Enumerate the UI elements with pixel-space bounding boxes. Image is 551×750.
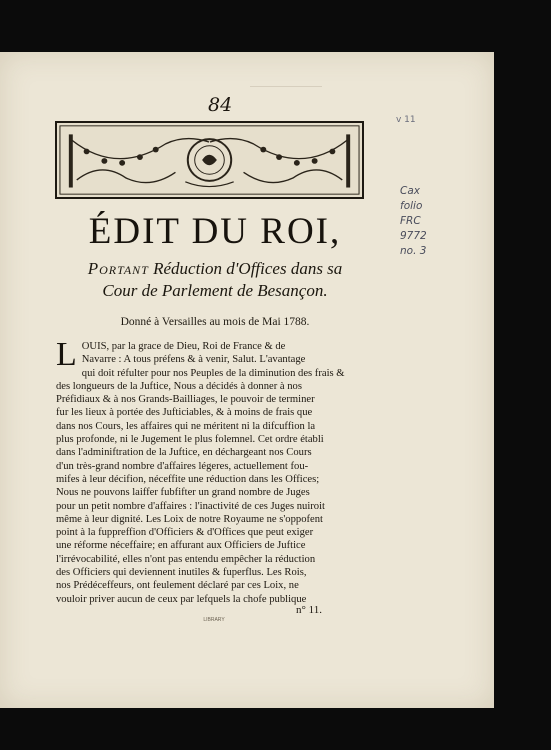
- ornamental-headpiece: [55, 121, 364, 199]
- subtitle-line-1: Réduction d'Offices dans sa: [148, 259, 343, 278]
- body-line: une réforme néceffaire; en affurant aux Officiers de Juftice: [56, 540, 306, 552]
- signature-mark: n° 11.: [296, 604, 322, 616]
- library-stamp: LIBRARY: [203, 617, 225, 623]
- margin-note: 9772: [400, 230, 427, 242]
- dateline: Donné à Versailles au mois de Mai 1788.: [120, 316, 310, 328]
- body-line: l'irrévocabilité, elles n'ont pas entendu empêcher la réduction: [56, 553, 316, 565]
- body-line: pour un petit nombre d'affaires : l'inactivité de ces Juges nuiroit: [56, 500, 325, 512]
- body-line: fur les lieux à portée des Jufticiables, & à moins de frais que: [56, 407, 313, 419]
- margin-note: FRC: [400, 215, 421, 227]
- drop-cap: L: [56, 336, 77, 373]
- handwritten-page-number: 84: [208, 94, 233, 116]
- edict-subtitle: [30, 258, 400, 302]
- body-line: point à la fuppreffion d'Officiers & d'Offices que peut exiger: [56, 527, 314, 539]
- margin-note: Cax: [400, 185, 420, 197]
- edict-body-text: [56, 336, 367, 606]
- body-line: dans l'adminiftration de la Juftice, en déchargeant nos Cours: [56, 447, 312, 459]
- margin-note: folio: [400, 200, 423, 212]
- body-line: qui doit réfulter pour nos Peuples de la diminution des frais &: [81, 367, 345, 379]
- body-line: plus profonde, ni le Jugement le plus folemnel. Cet ordre établi: [56, 434, 324, 446]
- margin-note: no. 3: [400, 245, 427, 257]
- body-line: des longueurs de la Juftice, Nous a décidés à donner à nos: [56, 380, 302, 392]
- corner-pencil-note: v 11: [396, 115, 416, 125]
- body-line: Navarre : A tous préfens & à venir, Salut. L'avantage: [81, 354, 306, 366]
- body-line: mifes à leur décifion, néceffite une réduction dans les Offices;: [56, 473, 320, 485]
- body-line: nos Prédéceffeurs, ont feulement déclaré par ces Loix, ne: [56, 580, 299, 592]
- body-line: OUIS, par la grace de Dieu, Roi de France & de: [81, 341, 286, 352]
- body-line: dans nos Cours, les affaires qui ne méritent ni la difcuffion la: [56, 420, 316, 432]
- subtitle-line-2: Cour de Parlement de Besançon.: [102, 281, 328, 300]
- faint-stamp: [250, 72, 322, 87]
- body-line: d'un très-grand nombre d'affaires légeres, actuellement fou-: [56, 460, 309, 472]
- body-line: Nous ne pouvons laiffer fubfifter un grand nombre de Juges: [56, 487, 310, 499]
- garland-ornament-icon: [57, 123, 362, 197]
- body-line: vouloir priver aucun de ceux par lefquels la chofe publique: [56, 593, 307, 605]
- edict-title: ÉDIT DU ROI,: [88, 211, 342, 252]
- body-line: des Officiers qui deviennent inutiles & fuperflus. Les Rois,: [56, 567, 307, 579]
- body-line: Préfidiaux & à nos Grands-Bailliages, le pouvoir de terminer: [56, 394, 315, 406]
- subtitle-lead-word: Portant: [87, 259, 149, 278]
- body-line: même à leur dignité. Les Loix de notre Royaume ne s'oppofent: [56, 513, 323, 525]
- margin-pencil-notes: [400, 184, 470, 259]
